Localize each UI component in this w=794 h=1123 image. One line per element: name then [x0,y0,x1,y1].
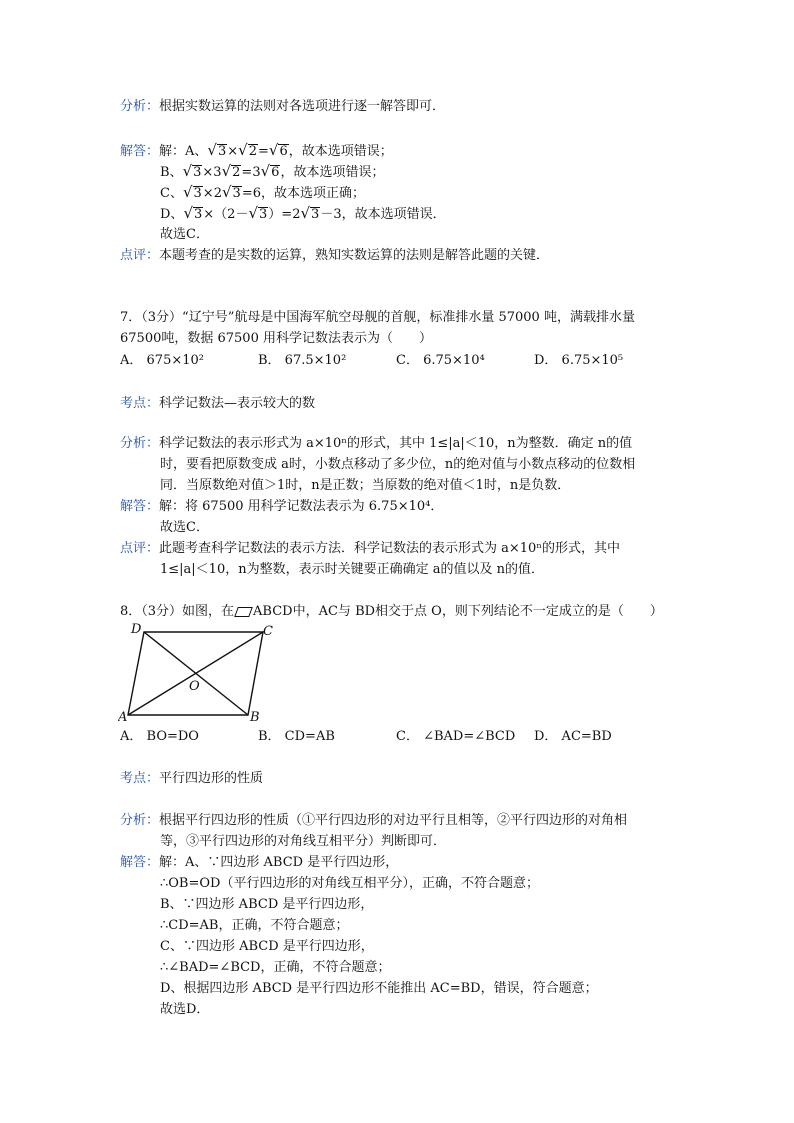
diagonal-bd [144,632,248,715]
q7-stem-line-2: 67500吨，数据 67500 用科学记数法表示为（ ） [120,331,432,346]
q8-stem [120,601,680,622]
q7-choose: 故选C． [160,520,209,535]
parallelogram-icon [234,607,253,617]
q8-analysis-line-2: 等，③平行四边形的对角线互相平分）判断即可． [160,834,447,849]
q7-key-point-text: 科学记数法—表示较大的数 [159,396,316,411]
q8-solution-line-7: D、根据四边形 ABCD 是平行四边形不能推出 AC=BD，错误，符合题意； [160,981,598,996]
q8-solution-line-4: ∴CD=AB，正确，不符合题意； [160,918,349,933]
vertex-a-label: A [118,710,128,725]
q8-solution-line-2: ∴OB=OD（平行四边形的对角线互相平分），正确，不符合题意； [160,876,539,891]
point-o-label: O [189,679,200,694]
q7-analysis-line-2: 时，要看把原数变成 a时，小数点移动了多少位，n的绝对值与小数点移动的位数相 [160,457,636,472]
q6-solution-b: B、√ 3×3√ 2=3√ 6，故本选项错误； [160,161,384,183]
analysis-label: 分析： [120,813,160,828]
q6-a-tail: ，故本选项错误； [288,144,393,159]
q6-d-prefix: D、 [160,207,184,222]
q7-solution [120,496,680,517]
solution-label: 解答： [120,144,160,159]
q8-key-point-text: 平行四边形的性质 [159,771,264,786]
vertex-c-label: C [263,624,273,639]
vertex-b-label: B [250,710,260,725]
sqrt-icon [222,165,232,180]
key-point-label: 考点： [120,396,160,411]
q8-analysis-line-1: 根据平行四边形的性质（①平行四边形的对边平行且相等，②平行四边形的对角相 [159,813,628,828]
q6-c-prefix: C、 [160,186,183,201]
q8-key-point [120,768,680,789]
sqrt-icon [207,144,217,159]
q6-sol-intro: 解：A、 [159,144,208,159]
q7-analysis [120,433,680,454]
q6-choose: 故选C． [160,227,209,242]
q8-choose: 故选D． [160,1002,210,1017]
q6-c-tail: =6，故本选项正确； [241,186,365,201]
sqrt-icon [248,207,258,222]
q7-comment-line-1: 此题考查科学记数法的表示方法．科学记数法的表示形式为 a×10ⁿ的形式，其中 [159,541,620,556]
solution-label: 解答： [120,855,160,870]
sqrt-icon [183,165,193,180]
q8-solution-line-5: C、∵四边形 ABCD 是平行四边形， [160,939,374,954]
q8-option-a: A． BO=DO [120,729,199,744]
q7-analysis-line-3: 同．当原数绝对值＞1时，n是正数；当原数的绝对值＜1时，n是负数． [160,478,571,493]
q7-key-point [120,393,680,414]
sqrt-icon [269,144,279,159]
comment-label: 点评： [120,541,160,556]
q6-comment-text: 本题考查的是实数的运算，熟知实数运算的法则是解答此题的关键． [159,248,550,263]
q8-analysis [120,810,680,831]
q8-solution-line-6: ∴∠BAD=∠BCD，正确，不符合题意； [160,960,391,975]
sqrt-icon [261,165,271,180]
q8-solution [120,852,680,873]
solution-label: 解答： [120,499,160,514]
analysis-label: 分析： [120,99,160,114]
q7-option-c: C． 6.75×10⁴ [396,353,485,368]
q7-option-a: A． 675×10² [120,353,204,368]
q8-option-c: C． ∠BAD=∠BCD [396,729,516,744]
q6-solution-c: C、√ 3×2√ 3=6，故本选项正确； [160,182,365,204]
q6-analysis [120,96,680,117]
q6-comment [120,245,680,266]
analysis-label: 分析： [120,436,160,451]
q6-analysis-text: 根据实数运算的法则对各选项进行逐一解答即可． [159,99,446,114]
q8-solution-line-3: B、∵四边形 ABCD 是平行四边形， [160,897,374,912]
q6-b-prefix: B、 [160,165,183,180]
q6-solution-d: D、√ 3×（2－√ 3）=2√ 3－3，故本选项错误． [160,203,446,225]
comment-label: 点评： [120,248,160,263]
q6-b-tail: ，故本选项错误； [280,165,385,180]
key-point-label: 考点： [120,771,160,786]
q8-option-d: D． AC=BD [534,729,612,744]
parallelogram-figure [118,620,288,730]
q7-option-d: D． 6.75×10⁵ [534,353,624,368]
sqrt-icon [222,186,232,201]
q6-d-tail: －3，故本选项错误． [320,207,446,222]
q7-option-b: B． 67.5×10² [258,353,347,368]
q6-solution-a: 解答：解：A、√ 3×√ 2=√ 6，故本选项错误； [120,140,680,162]
sqrt-icon [300,207,310,222]
vertex-d-label: D [131,622,142,637]
q8-option-b: B． CD=AB [258,729,335,744]
q7-comment-line-2: 1≤|a|＜10，n为整数，表示时关键要正确确定 a的值以及 n的值． [160,562,544,577]
q8-solution-line-1: 解：A、∵四边形 ABCD 是平行四边形， [159,855,399,870]
q8-stem-start: 8．（3分）如图，在 [120,604,235,619]
q7-comment [120,538,680,559]
sqrt-icon [238,144,248,159]
sqrt-icon [183,186,193,201]
q8-stem-end: ABCD中，AC与 BD相交于点 O，则下列结论不一定成立的是（ ） [253,604,663,619]
q7-solution-text: 解：将 67500 用科学记数法表示为 6.75×10⁴． [159,499,444,514]
sqrt-icon [183,207,193,222]
q7-analysis-line-1: 科学记数法的表示形式为 a×10ⁿ的形式，其中 1≤|a|＜10，n为整数．确定 n的值 [159,436,633,451]
q7-stem-line-1: 7．（3分）“辽宁号”航母是中国海军航空母舰的首舰，标准排水量 57000 吨，满载排水量 [120,310,635,325]
